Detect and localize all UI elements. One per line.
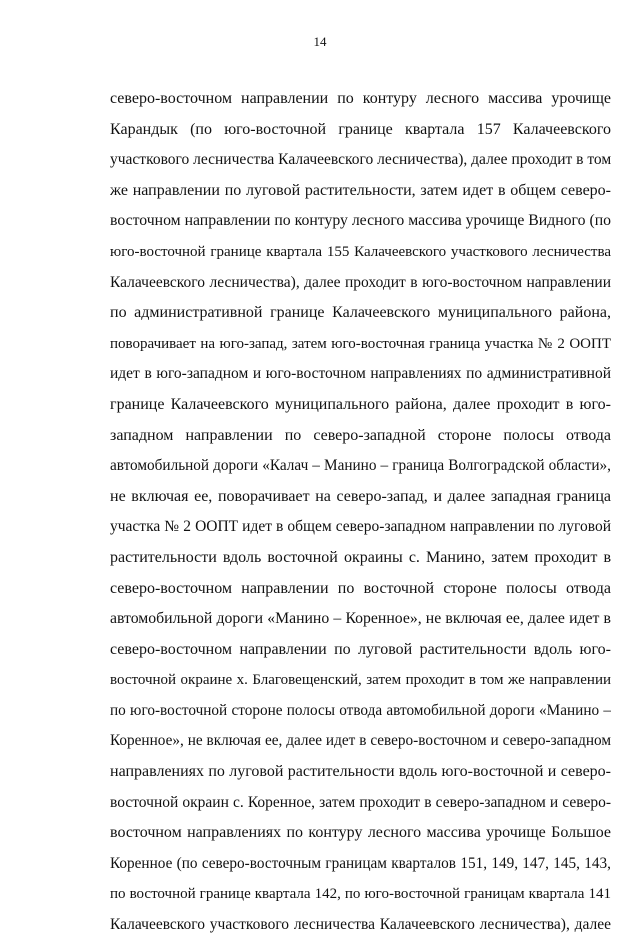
text-line: автомобильной дороги «Манино – Коренное», не включая ее, далее идет в bbox=[110, 610, 611, 628]
text-line: восточном направлении по контуру лесного массива урочище Видного (по bbox=[110, 212, 611, 230]
text-line: Коренное (по северо-восточным границам кварталов 151, 149, 147, 145, 143, bbox=[110, 854, 611, 872]
text-line: Коренное», не включая ее, далее идет в северо-восточном и северо-западном bbox=[110, 732, 611, 750]
body-text bbox=[110, 84, 611, 941]
page-number: 14 bbox=[313, 34, 327, 49]
text-line: участка № 2 ООПТ идет в общем северо-западном направлении по луговой bbox=[110, 518, 611, 536]
text-line: участкового лесничества Калачеевского лесничества), далее проходит в том bbox=[110, 151, 611, 169]
text-line: восточном направлениях по контуру лесного массива урочище Большое bbox=[110, 824, 611, 842]
text-line: по административной границе Калачеевского муниципального района, bbox=[110, 304, 611, 322]
text-line: юго-восточной границе квартала 155 Калачеевского участкового лесничества bbox=[110, 243, 611, 260]
text-line: северо-восточном направлении по восточной стороне полосы отвода bbox=[110, 579, 611, 597]
text-line: восточной окраин с. Коренное, затем проходит в северо-западном и северо- bbox=[110, 793, 611, 811]
text-line: же направлении по луговой растительности, затем идет в общем северо- bbox=[110, 181, 611, 199]
text-line: границе Калачеевского муниципального района, далее проходит в юго- bbox=[110, 395, 611, 413]
text-line: северо-восточном направлении по контуру лесного массива урочище bbox=[110, 90, 611, 107]
text-line: восточной окраине х. Благовещенский, затем проходит в том же направлении bbox=[110, 672, 611, 689]
text-line: по юго-восточной стороне полосы отвода автомобильной дороги «Манино – bbox=[110, 701, 611, 719]
text-line: направлениях по луговой растительности вдоль юго-восточной и северо- bbox=[110, 763, 611, 781]
text-line: Калачеевского лесничества), далее проходит в юго-восточном направлении bbox=[110, 273, 611, 291]
text-line: не включая ее, поворачивает на северо-запад, и далее западная граница bbox=[110, 487, 611, 505]
text-line: автомобильной дороги «Калач – Манино – граница Волгоградской области», bbox=[110, 457, 611, 475]
text-line: растительности вдоль восточной окраины с. Манино, затем проходит в bbox=[110, 548, 611, 566]
text-line: идет в юго-западном и юго-восточном направлениях по административной bbox=[110, 365, 611, 383]
text-line: северо-восточном направлении по луговой растительности вдоль юго- bbox=[110, 640, 611, 658]
text-line: поворачивает на юго-запад, затем юго-восточная граница участка № 2 ООПТ bbox=[110, 335, 611, 352]
text-line: по восточной границе квартала 142, по юго-восточной границам квартала 141 bbox=[110, 886, 611, 903]
text-line: Карандык (по юго-восточной границе квартала 157 Калачеевского bbox=[110, 120, 611, 138]
text-line: западном направлении по северо-западной стороне полосы отвода bbox=[110, 426, 611, 444]
text-line: Калачеевского участкового лесничества Калачеевского лесничества), далее bbox=[110, 916, 611, 934]
